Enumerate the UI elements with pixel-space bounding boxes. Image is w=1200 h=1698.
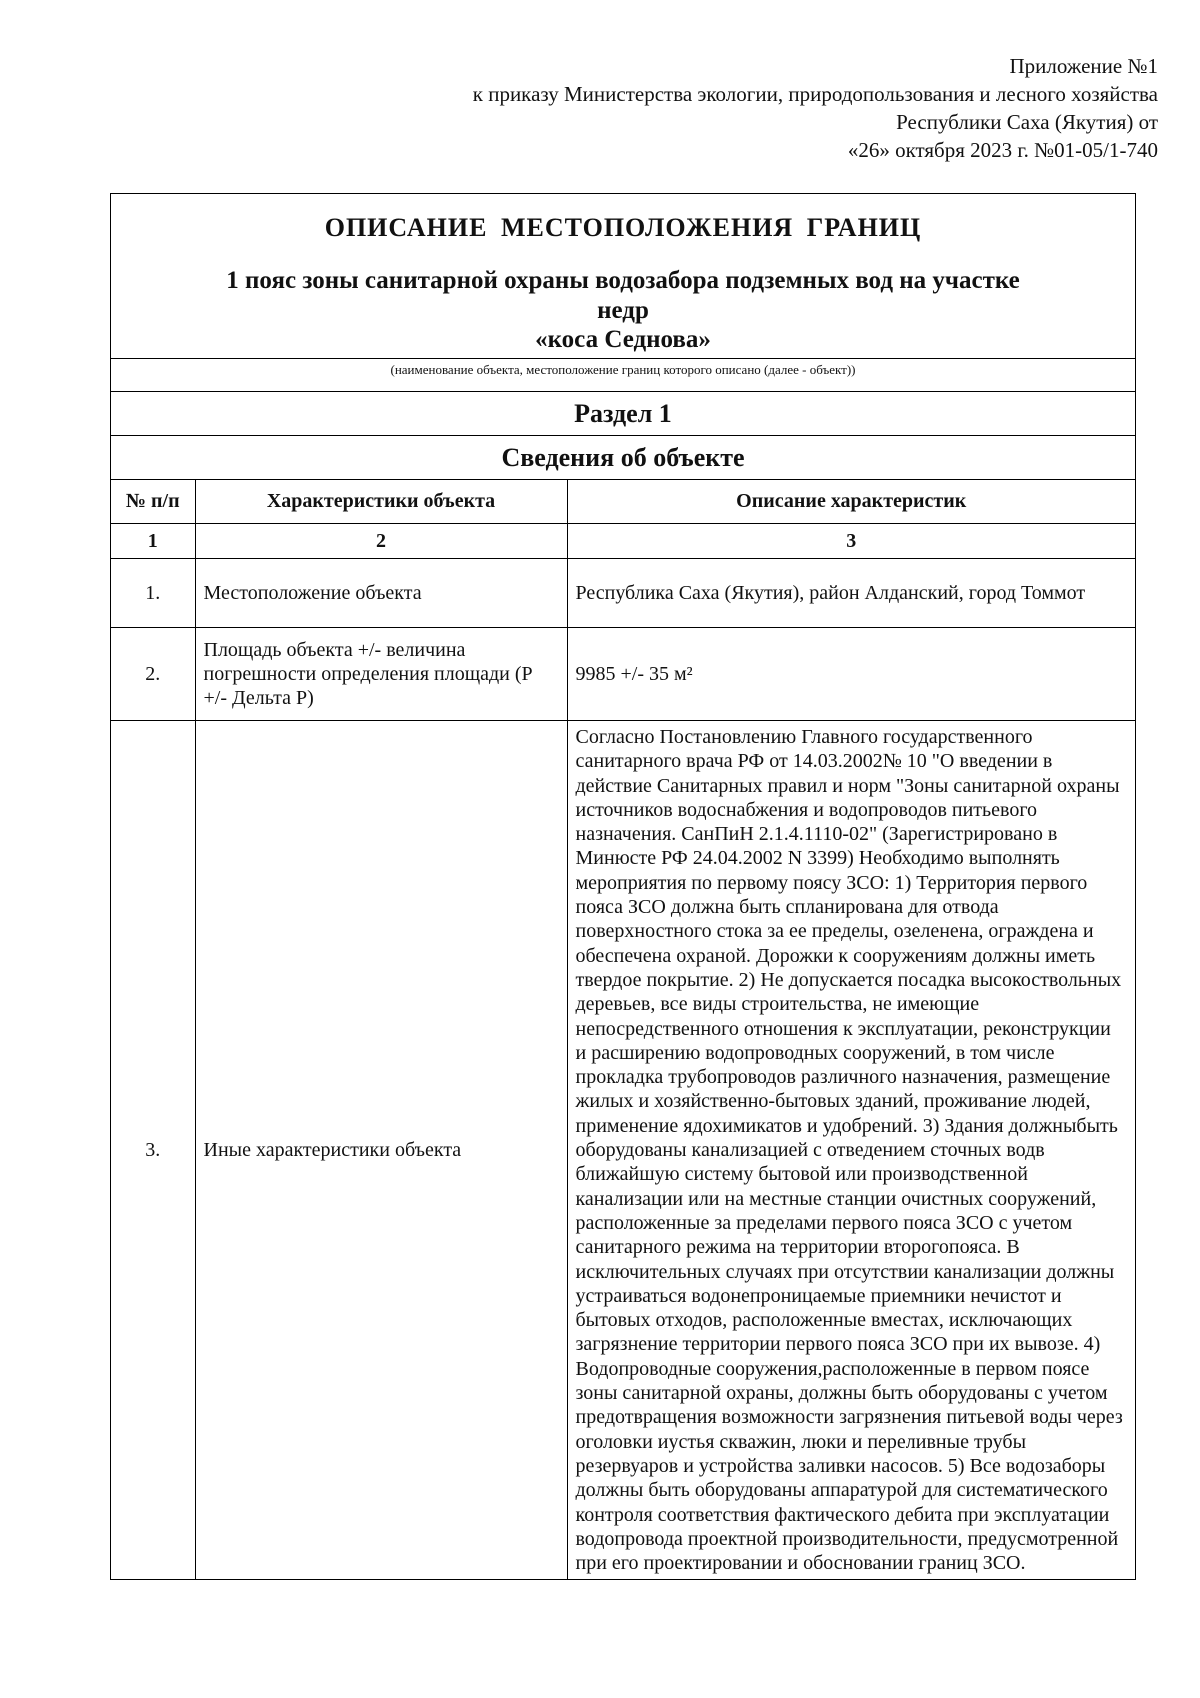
- appendix-line-1: Приложение №1: [1009, 54, 1158, 78]
- row-number: 2.: [111, 628, 195, 721]
- column-number-2: 2: [195, 524, 567, 559]
- document-subtitle: 1 пояс зоны санитарной охраны водозабора подземных вод на участке недр: [226, 267, 1020, 324]
- row-characteristic: Площадь объекта +/- величина погрешности определения площади (Р +/- Дельта Р): [195, 628, 567, 721]
- section-label: Раздел 1: [111, 391, 1135, 435]
- document-frame: [110, 193, 1136, 1580]
- column-number-3: 3: [567, 524, 1135, 559]
- table-header-row: [111, 480, 1135, 524]
- row-number: 3.: [111, 721, 195, 1580]
- document-title: ОПИСАНИЕ МЕСТОПОЛОЖЕНИЯ ГРАНИЦ: [324, 213, 922, 242]
- appendix-line-3: Республики Саха (Якутия) от: [896, 110, 1158, 134]
- header-description: Описание характеристик: [567, 480, 1135, 524]
- table-row: [111, 628, 1135, 721]
- row-description: 9985 +/- 35 м²: [567, 628, 1135, 721]
- section-heading: Сведения об объекте: [111, 435, 1135, 479]
- appendix-line-2: к приказу Министерства экологии, природопользования и лесного хозяйства: [472, 82, 1158, 106]
- header-characteristic: Характеристики объекта: [195, 480, 567, 524]
- title-block: [111, 194, 1135, 391]
- appendix-line-4: «26» октября 2023 г. №01-05/1-740: [847, 138, 1158, 162]
- header-number: № п/п: [111, 480, 195, 524]
- row-description: Республика Саха (Якутия), район Алданский, город Томмот: [567, 559, 1135, 628]
- table-row: [111, 721, 1135, 1580]
- object-info-table: [111, 479, 1135, 1579]
- column-number-row: [111, 524, 1135, 559]
- column-number-1: 1: [111, 524, 195, 559]
- table-row: [111, 559, 1135, 628]
- object-caption: (наименование объекта, местоположение границ которого описано (далее - объект)): [111, 358, 1135, 391]
- object-name: «коса Седнова»: [535, 326, 711, 353]
- row-number: 1.: [111, 559, 195, 628]
- row-description: Согласно Постановлению Главного государственного санитарного врача РФ от 14.03.2002№ 10 "О введении в действие Санитарных правил и норм "Зоны санитарной охраны источников водоснабжения и водопроводов питьевого назначения. СанПиН 2.1.4.1110-02" (Зарегистрировано в Минюсте РФ 24.04.2002 N 3399) Необходимо выполнять мероприятия по первому поясу ЗСО: 1) Территория первого пояса ЗСО должна быть спланирована для отвода поверхностного стока за ее пределы, озеленена, ограждена и обеспечена охраной. Дорожки к сооружениям должны иметь твердое покрытие. 2) Не допускается посадка высокоствольных деревьев, все виды строительства, не имеющие непосредственного отношения к эксплуатации, реконструкции и расширению водопроводных сооружений, в том числе прокладка трубопроводов различного назначения, размещение жилых и хозяйственно-бытовых зданий, проживание людей, применение ядохимикатов и удобрений. 3) Здания должныбыть оборудованы канализацией с отведением сточных водв ближайшую систему бытовой или производственной канализации или на местные станции очистных сооружений, расположенные за пределами первого пояса ЗСО с учетом санитарного режима на территории второгопояса. В исключительных случаях при отсутствии канализации должны устраиваться водонепроницаемые приемники нечистот и бытовых отходов, расположенные вместах, исключающих загрязнение территории первого пояса ЗСО при их вывозе. 4) Водопроводные сооружения,расположенные в первом поясе зоны санитарной охраны, должны быть оборудованы с учетом предотвращения возможности загрязнения питьевой воды через оголовки иустья скважин, люки и переливные трубы резервуаров и устройства заливки насосов. 5) Все водозаборы должны быть оборудованы аппаратурой для систематического контроля соответствия фактического дебита при эксплуатации водопровода проектной производительности, предусмотренной при его проектировании и обосновании границ ЗСО.: [567, 721, 1135, 1580]
- row-characteristic: Иные характеристики объекта: [195, 721, 567, 1580]
- appendix-header: [258, 52, 1158, 164]
- row-characteristic: Местоположение объекта: [195, 559, 567, 628]
